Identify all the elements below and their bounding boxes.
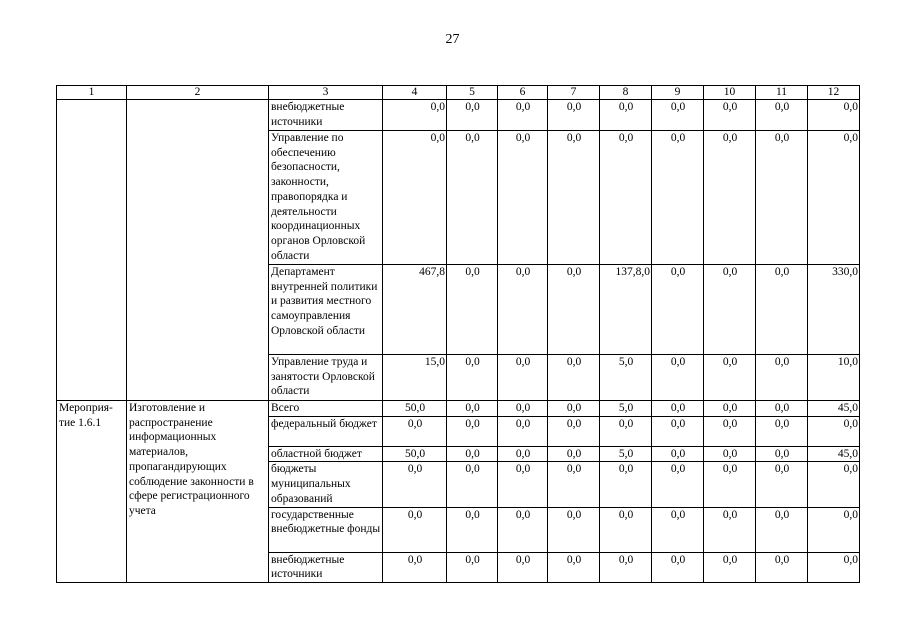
value-cell: 0,0 (447, 446, 498, 462)
value-cell: 0,0 (652, 355, 704, 401)
value-cell: 0,0 (600, 100, 652, 131)
value-cell: 0,0 (447, 401, 498, 417)
value-cell: 0,0 (498, 401, 548, 417)
value-cell: 0,0 (652, 552, 704, 582)
value-cell: 0,0 (498, 462, 548, 507)
value-cell: 0,0 (548, 507, 600, 552)
header-cell: 10 (704, 86, 756, 100)
value-cell: 0,0 (704, 401, 756, 417)
value-cell: 0,0 (704, 265, 756, 355)
header-cell: 8 (600, 86, 652, 100)
source-cell: внебюджетные источники (269, 552, 383, 582)
value-cell: 5,0 (600, 355, 652, 401)
value-cell: 0,0 (548, 552, 600, 582)
value-cell: 0,0 (808, 462, 860, 507)
value-cell: 0,0 (600, 131, 652, 265)
value-cell: 0,0 (383, 100, 447, 131)
measure-cell: Мероприя-тие 1.6.1 (57, 401, 127, 583)
value-cell: 0,0 (447, 462, 498, 507)
value-cell: 0,0 (756, 552, 808, 582)
value-cell: 0,0 (548, 355, 600, 401)
value-cell: 0,0 (652, 462, 704, 507)
value-cell: 0,0 (756, 446, 808, 462)
value-cell: 0,0 (652, 416, 704, 446)
value-cell: 0,0 (447, 265, 498, 355)
source-cell: Всего (269, 401, 383, 417)
value-cell: 0,0 (498, 100, 548, 131)
header-cell: 3 (269, 86, 383, 100)
source-cell: областной бюджет (269, 446, 383, 462)
header-cell: 1 (57, 86, 127, 100)
page-number: 27 (445, 32, 460, 47)
value-cell: 0,0 (498, 552, 548, 582)
table-row (57, 401, 860, 417)
source-cell: внебюджетные источники (269, 100, 383, 131)
value-cell: 0,0 (447, 507, 498, 552)
source-cell: государственные внебюджетные фонды (269, 507, 383, 552)
value-cell: 0,0 (756, 355, 808, 401)
value-cell: 10,0 (808, 355, 860, 401)
source-cell: федеральный бюджет (269, 416, 383, 446)
value-cell: 0,0 (704, 462, 756, 507)
value-cell: 5,0 (600, 446, 652, 462)
value-cell: 0,0 (383, 131, 447, 265)
value-cell: 0,0 (808, 100, 860, 131)
value-cell: 0,0 (652, 446, 704, 462)
description-cell-empty (127, 100, 269, 401)
value-cell: 0,0 (447, 131, 498, 265)
table-row (57, 100, 860, 131)
measure-cell-empty (57, 100, 127, 401)
value-cell: 0,0 (548, 131, 600, 265)
value-cell: 0,0 (498, 416, 548, 446)
source-cell: бюджеты муниципальных образований (269, 462, 383, 507)
value-cell: 0,0 (447, 355, 498, 401)
header-cell: 2 (127, 86, 269, 100)
value-cell: 0,0 (704, 552, 756, 582)
value-cell: 0,0 (548, 100, 600, 131)
value-cell: 0,0 (808, 416, 860, 446)
value-cell: 0,0 (756, 265, 808, 355)
value-cell: 15,0 (383, 355, 447, 401)
value-cell: 0,0 (652, 401, 704, 417)
value-cell: 0,0 (704, 355, 756, 401)
source-cell: Управление по обеспечению безопасности, законности, правопорядка и деятельности координационных органов Орловской области (269, 131, 383, 265)
value-cell: 0,0 (447, 416, 498, 446)
value-cell: 0,0 (548, 416, 600, 446)
value-cell: 0,0 (704, 446, 756, 462)
value-cell: 0,0 (383, 507, 447, 552)
value-cell: 467,8 (383, 265, 447, 355)
value-cell: 0,0 (600, 552, 652, 582)
value-cell: 0,0 (498, 131, 548, 265)
source-cell: Управление труда и занятости Орловской области (269, 355, 383, 401)
header-cell: 9 (652, 86, 704, 100)
value-cell: 137,8,0 (600, 265, 652, 355)
header-cell: 5 (447, 86, 498, 100)
value-cell: 0,0 (808, 131, 860, 265)
value-cell: 0,0 (383, 416, 447, 446)
description-cell: Изготовление и распространение информационных материалов, пропагандирующих соблюдение законности в сфере регистрационного учета (127, 401, 269, 583)
value-cell: 45,0 (808, 401, 860, 417)
value-cell: 0,0 (548, 462, 600, 507)
value-cell: 0,0 (756, 401, 808, 417)
value-cell: 0,0 (498, 507, 548, 552)
header-cell: 4 (383, 86, 447, 100)
header-cell: 12 (808, 86, 860, 100)
value-cell: 5,0 (600, 401, 652, 417)
value-cell: 50,0 (383, 446, 447, 462)
value-cell: 50,0 (383, 401, 447, 417)
value-cell: 0,0 (704, 131, 756, 265)
budget-table (56, 85, 860, 583)
header-row (57, 86, 860, 100)
value-cell: 0,0 (652, 100, 704, 131)
value-cell: 0,0 (548, 265, 600, 355)
value-cell: 0,0 (447, 100, 498, 131)
value-cell: 0,0 (600, 416, 652, 446)
value-cell: 0,0 (704, 100, 756, 131)
value-cell: 0,0 (808, 552, 860, 582)
value-cell: 0,0 (704, 416, 756, 446)
header-cell: 7 (548, 86, 600, 100)
value-cell: 0,0 (498, 446, 548, 462)
value-cell: 0,0 (756, 507, 808, 552)
value-cell: 0,0 (652, 131, 704, 265)
value-cell: 0,0 (383, 552, 447, 582)
value-cell: 0,0 (704, 507, 756, 552)
value-cell: 0,0 (652, 265, 704, 355)
value-cell: 0,0 (756, 131, 808, 265)
value-cell: 0,0 (756, 100, 808, 131)
value-cell: 0,0 (756, 416, 808, 446)
value-cell: 0,0 (498, 355, 548, 401)
value-cell: 0,0 (498, 265, 548, 355)
value-cell: 0,0 (383, 462, 447, 507)
value-cell: 0,0 (447, 552, 498, 582)
value-cell: 0,0 (548, 401, 600, 417)
value-cell: 0,0 (600, 507, 652, 552)
value-cell: 0,0 (756, 462, 808, 507)
value-cell: 0,0 (652, 507, 704, 552)
value-cell: 0,0 (548, 446, 600, 462)
header-cell: 11 (756, 86, 808, 100)
value-cell: 330,0 (808, 265, 860, 355)
value-cell: 45,0 (808, 446, 860, 462)
value-cell: 0,0 (808, 507, 860, 552)
header-cell: 6 (498, 86, 548, 100)
value-cell: 0,0 (600, 462, 652, 507)
source-cell: Департамент внутренней политики и развития местного самоуправления Орловской области (269, 265, 383, 355)
